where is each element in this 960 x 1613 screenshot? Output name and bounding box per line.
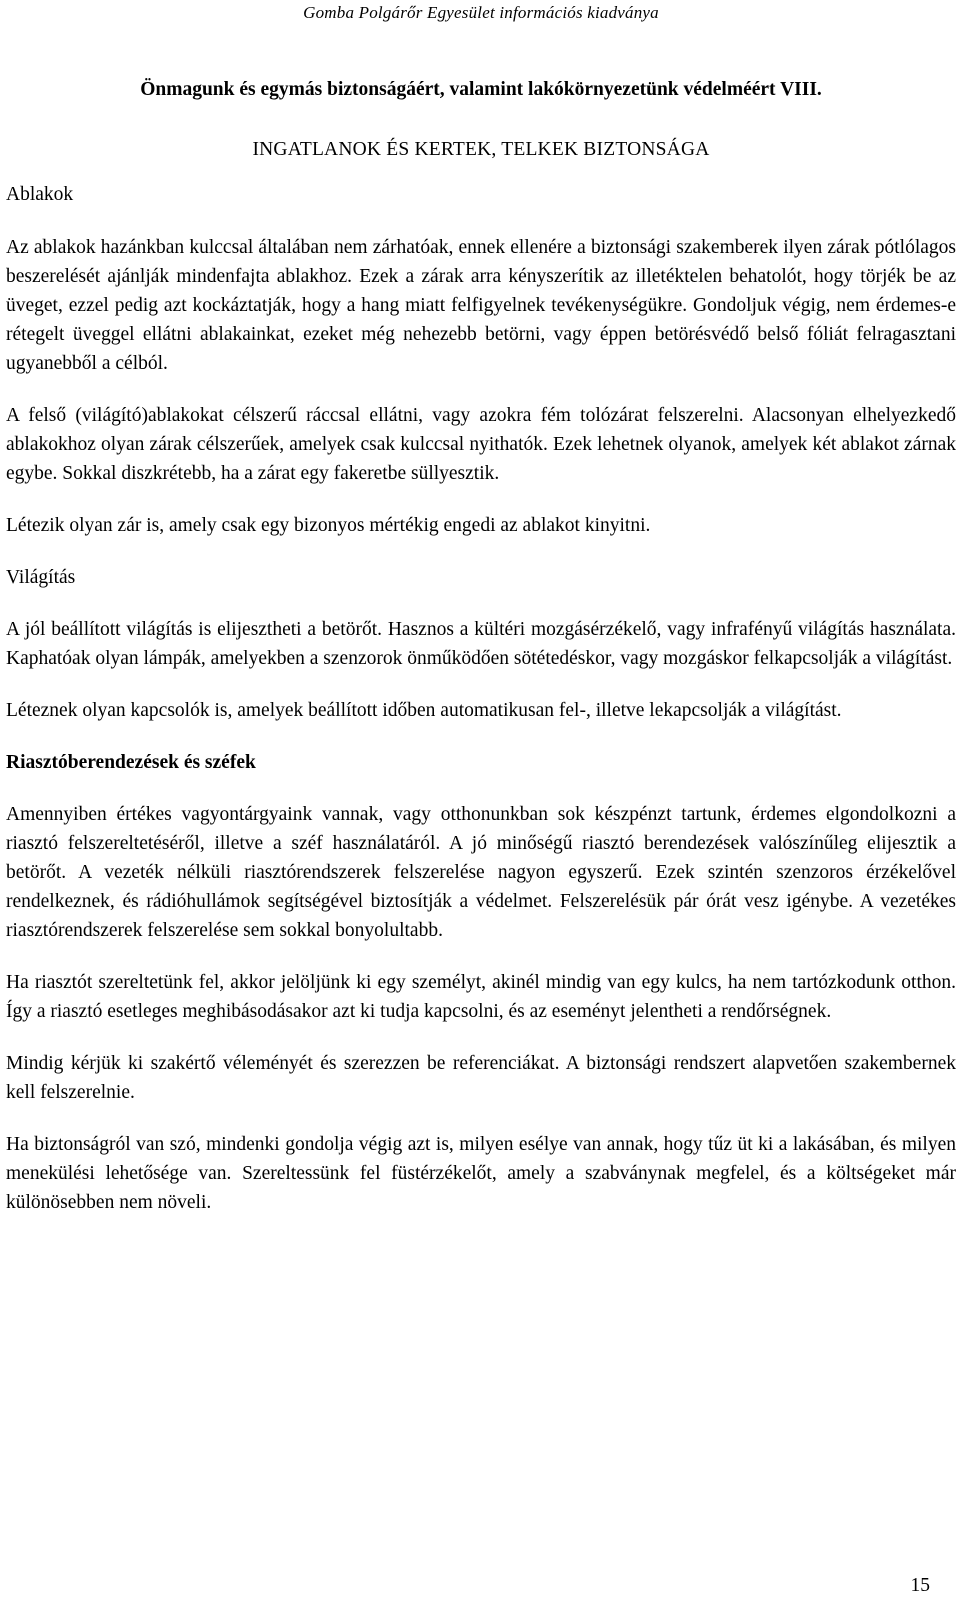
- paragraph-riaszto-4: Ha biztonságról van szó, mindenki gondolja végig azt is, milyen esélye van annak, hogy tűz üt ki a lakásában, és milyen menekülési lehetősége van. Szereltessünk fel füstérzékelőt, amely a szabványnak megfelel, és a költségeket már különösebben nem növeli.: [6, 1134, 956, 1213]
- paragraph-vilagitas-1: A jól beállított világítás is elijesztheti a betörőt. Hasznos a kültéri mozgásérzékelő, vagy infrafényű világítás használata. Kaphatóak olyan lámpák, amelyekben a szenzorok önműködően sötétedéskor, vagy mozgáskor felkapcsolják a világítást.: [6, 619, 956, 669]
- heading-vilagitas: Világítás: [6, 567, 76, 588]
- paragraph-ablakok-3: Létezik olyan zár is, amely csak egy bizonyos mértékig engedi az ablakot kinyitni.: [6, 515, 651, 536]
- heading-ablakok: Ablakok: [6, 184, 74, 205]
- section-title: INGATLANOK ÉS KERTEK, TELKEK BIZTONSÁGA: [252, 139, 710, 160]
- paragraph-ablakok-1: Az ablakok hazánkban kulccsal általában nem zárhatóak, ennek ellenére a biztonsági szakemberek ilyen zárak pótlólagos beszerelését ajánlják mindenfajta ablakhoz. Ezek a zárak arra kényszerítik az illetéktelen behatolót, hogy törjék be az üveget, ezzel pedig azt kockáztatják, hogy a hang miatt felfigyelnek tevékenységükre. Gondoljuk végig, nem érdemes-e rétegelt üveggel ellátni ablakainkat, ezeket még nehezebb betörni, vagy éppen betörésvédő belső fóliát felragasztani ugyanebből a célból.: [6, 237, 956, 374]
- document-page: [6, 0, 956, 1217]
- heading-riaszto: Riasztóberendezések és széfek: [6, 752, 256, 773]
- document-title: Önmagunk és egymás biztonságáért, valamint lakókörnyezetünk védelméért VIII.: [140, 79, 822, 100]
- page-number: 15: [910, 1575, 930, 1596]
- paragraph-riaszto-2: Ha riasztót szereltetünk fel, akkor jelöljünk ki egy személyt, akinél mindig van egy kulcs, ha nem tartózkodunk otthon. Így a riasztó esetleges meghibásodásakor azt ki tudja kapcsolni, és az eseményt jelentheti a rendőrségnek.: [6, 972, 956, 1022]
- paragraph-riaszto-1: Amennyiben értékes vagyontárgyaink vannak, vagy otthonunkban sok készpénzt tartunk, érdemes elgondolkozni a riasztó felszereltetéséről, illetve a széf használatáról. A jó minőségű riasztó berendezések valószínűleg elijesztik a betörőt. A vezeték nélküli riasztórendszerek felszerelése nagyon egyszerű. Ezek szintén szenzoros érzékelővel rendelkeznek, és rádióhullámok segítségével biztosítják a védelmet. Felszerelésük pár órát vesz igénybe. A vezetékes riasztórendszerek felszerelése sem sokkal bonyolultabb.: [6, 804, 956, 941]
- running-header: Gomba Polgárőr Egyesület információs kiadványa: [303, 3, 659, 22]
- paragraph-vilagitas-2: Léteznek olyan kapcsolók is, amelyek beállított időben automatikusan fel-, illetve lekapcsolják a világítást.: [6, 700, 842, 721]
- paragraph-ablakok-2: A felső (világító)ablakokat célszerű ráccsal ellátni, vagy azokra fém tolózárat felszerelni. Alacsonyan elhelyezkedő ablakokhoz olyan zárak célszerűek, amelyek csak kulccsal nyithatók. Ezek lehetnek olyanok, amelyek két ablakot zárnak egybe. Sokkal diszkrétebb, ha a zárat egy fakeretbe süllyesztik.: [6, 405, 956, 484]
- paragraph-riaszto-3: Mindig kérjük ki szakértő véleményét és szerezzen be referenciákat. A biztonsági rendszert alapvetően szakembernek kell felszerelnie.: [6, 1053, 956, 1103]
